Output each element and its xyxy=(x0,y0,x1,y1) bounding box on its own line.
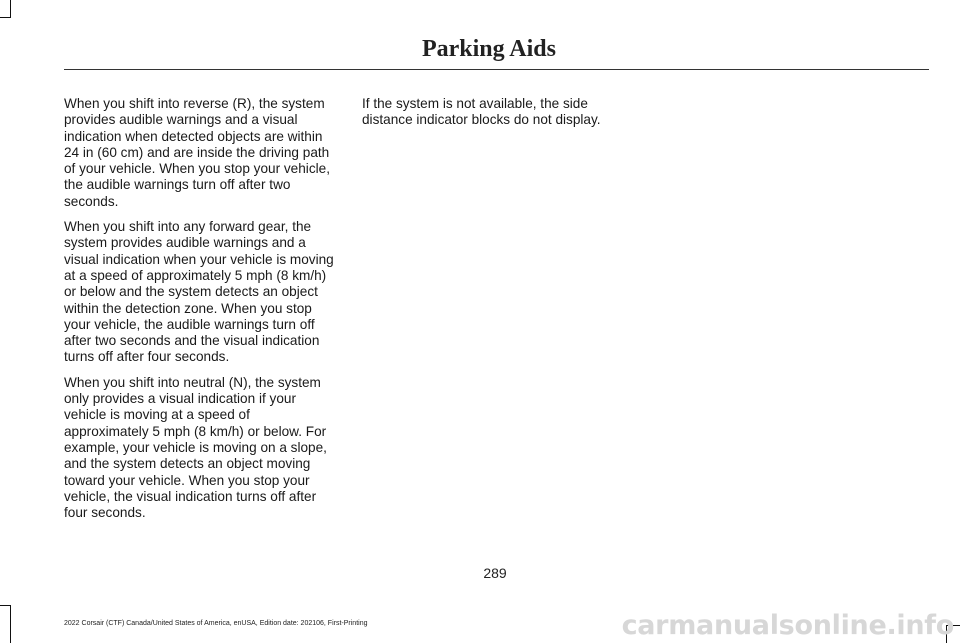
paragraph: When you shift into neutral (N), the system only provides a visual indication if your vehicle is moving at a speed of approximately 5 mph (8 km/h) or below. For example, your vehicle is moving on a slope, and the system detects an object moving toward your vehicle. When you stop your vehicle, the visual indication turns off after four seconds. xyxy=(64,374,327,521)
crop-mark xyxy=(0,605,11,606)
page-title: Parking Aids xyxy=(421,36,556,62)
crop-mark xyxy=(10,605,11,643)
right-column xyxy=(362,96,636,138)
watermark: carmanualsonline.info xyxy=(621,610,954,641)
title-divider xyxy=(64,69,929,70)
edition-footer: 2022 Corsair (CTF) Canada/United States of America, enUSA, Edition date: 202106, First-Printing xyxy=(64,620,368,627)
page-number: 289 xyxy=(483,565,507,581)
paragraph: When you shift into reverse (R), the system provides audible warnings and a visual indication when detected objects are within 24 in (60 cm) and are inside the driving path of your vehicle. When you stop your vehicle, the audible warnings turn off after two seconds. xyxy=(64,96,330,209)
crop-mark xyxy=(0,17,11,18)
crop-mark xyxy=(10,0,11,18)
left-column xyxy=(64,96,338,530)
paragraph: If the system is not available, the side distance indicator blocks do not display. xyxy=(362,96,601,128)
paragraph: When you shift into any forward gear, the system provides audible warnings and a visual indication when your vehicle is moving at a speed of approximately 5 mph (8 km/h) or below and the system detects an object within the detection zone. When you stop your vehicle, the audible warnings turn off after two seconds and the visual indication turns off after four seconds. xyxy=(64,219,334,365)
